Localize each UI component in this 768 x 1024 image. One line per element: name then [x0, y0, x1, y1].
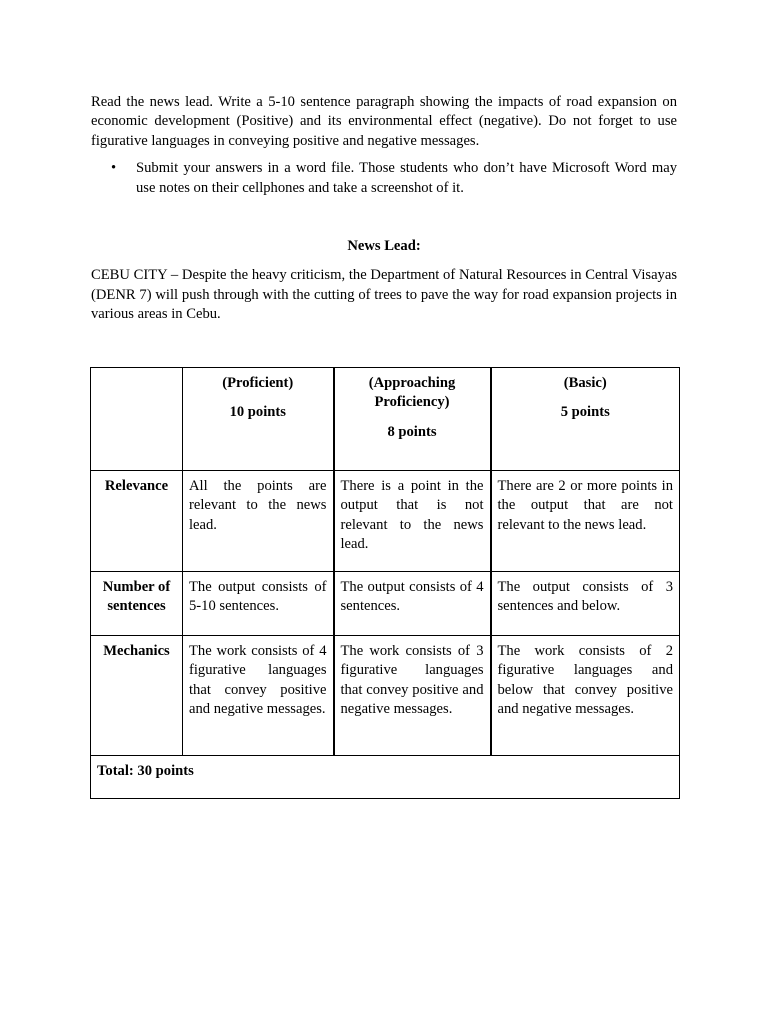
- criterion-label: Mechanics: [91, 636, 183, 756]
- rubric-total-row: [91, 756, 680, 799]
- rubric-table: [90, 367, 680, 799]
- level-header-basic: [491, 368, 680, 471]
- rubric-row-number-of-sentences: [91, 572, 680, 636]
- level-points: 8 points: [387, 423, 437, 440]
- level-points: 10 points: [229, 404, 286, 421]
- rubric-cell: The output consists of 3 sentences and below.: [491, 572, 680, 636]
- level-header-proficient: [183, 368, 334, 471]
- rubric-cell: There are 2 or more points in the output that are not relevant to the news lead.: [491, 471, 680, 572]
- instructions-paragraph: Read the news lead. Write a 5-10 sentence paragraph showing the impacts of road expansion on economic development (Positive) and its environmental effect (negative). Do not forget to use figurative languages in conveying positive and negative messages.: [91, 94, 677, 149]
- level-name: (Proficient): [222, 375, 294, 391]
- document-page: [91, 93, 677, 325]
- submission-bullet: [111, 159, 677, 198]
- rubric-row-mechanics: [91, 636, 680, 756]
- total-points: Total: 30 points: [91, 756, 680, 799]
- news-lead-heading: News Lead:: [347, 238, 421, 255]
- news-lead-text: CEBU CITY – Despite the heavy criticism, the Department of Natural Resources in Central Visayas (DENR 7) will push through with the cutting of trees to pave the way for road expansion projects in various areas in Cebu.: [91, 267, 677, 323]
- rubric-header-row: [91, 368, 680, 471]
- criteria-header-cell: [91, 368, 183, 471]
- rubric-cell: The output consists of 5-10 sentences.: [183, 572, 334, 636]
- rubric-cell: The work consists of 2 figurative languages and below that convey positive and negative messages.: [491, 636, 680, 756]
- criterion-label: Number of sentences: [91, 572, 183, 636]
- level-name: (Approaching Proficiency): [368, 375, 456, 411]
- level-header-approaching: [334, 368, 491, 471]
- rubric-cell: The work consists of 4 figurative languages that convey positive and negative messages.: [183, 636, 334, 756]
- submission-instruction: Submit your answers in a word file. Those students who don’t have Microsoft Word may use notes on their cellphones and take a screenshot of it.: [136, 160, 677, 196]
- rubric-cell: The work consists of 3 figurative languages that convey positive and negative messages.: [334, 636, 491, 756]
- level-name: (Basic): [563, 375, 607, 391]
- rubric-cell: The output consists of 4 sentences.: [334, 572, 491, 636]
- rubric-row-relevance: [91, 471, 680, 572]
- level-points: 5 points: [560, 404, 610, 421]
- rubric-cell: There is a point in the output that is not relevant to the news lead.: [334, 471, 491, 572]
- bullet-icon: •: [111, 160, 117, 177]
- rubric-cell: All the points are relevant to the news lead.: [183, 471, 334, 572]
- criterion-label: Relevance: [91, 471, 183, 572]
